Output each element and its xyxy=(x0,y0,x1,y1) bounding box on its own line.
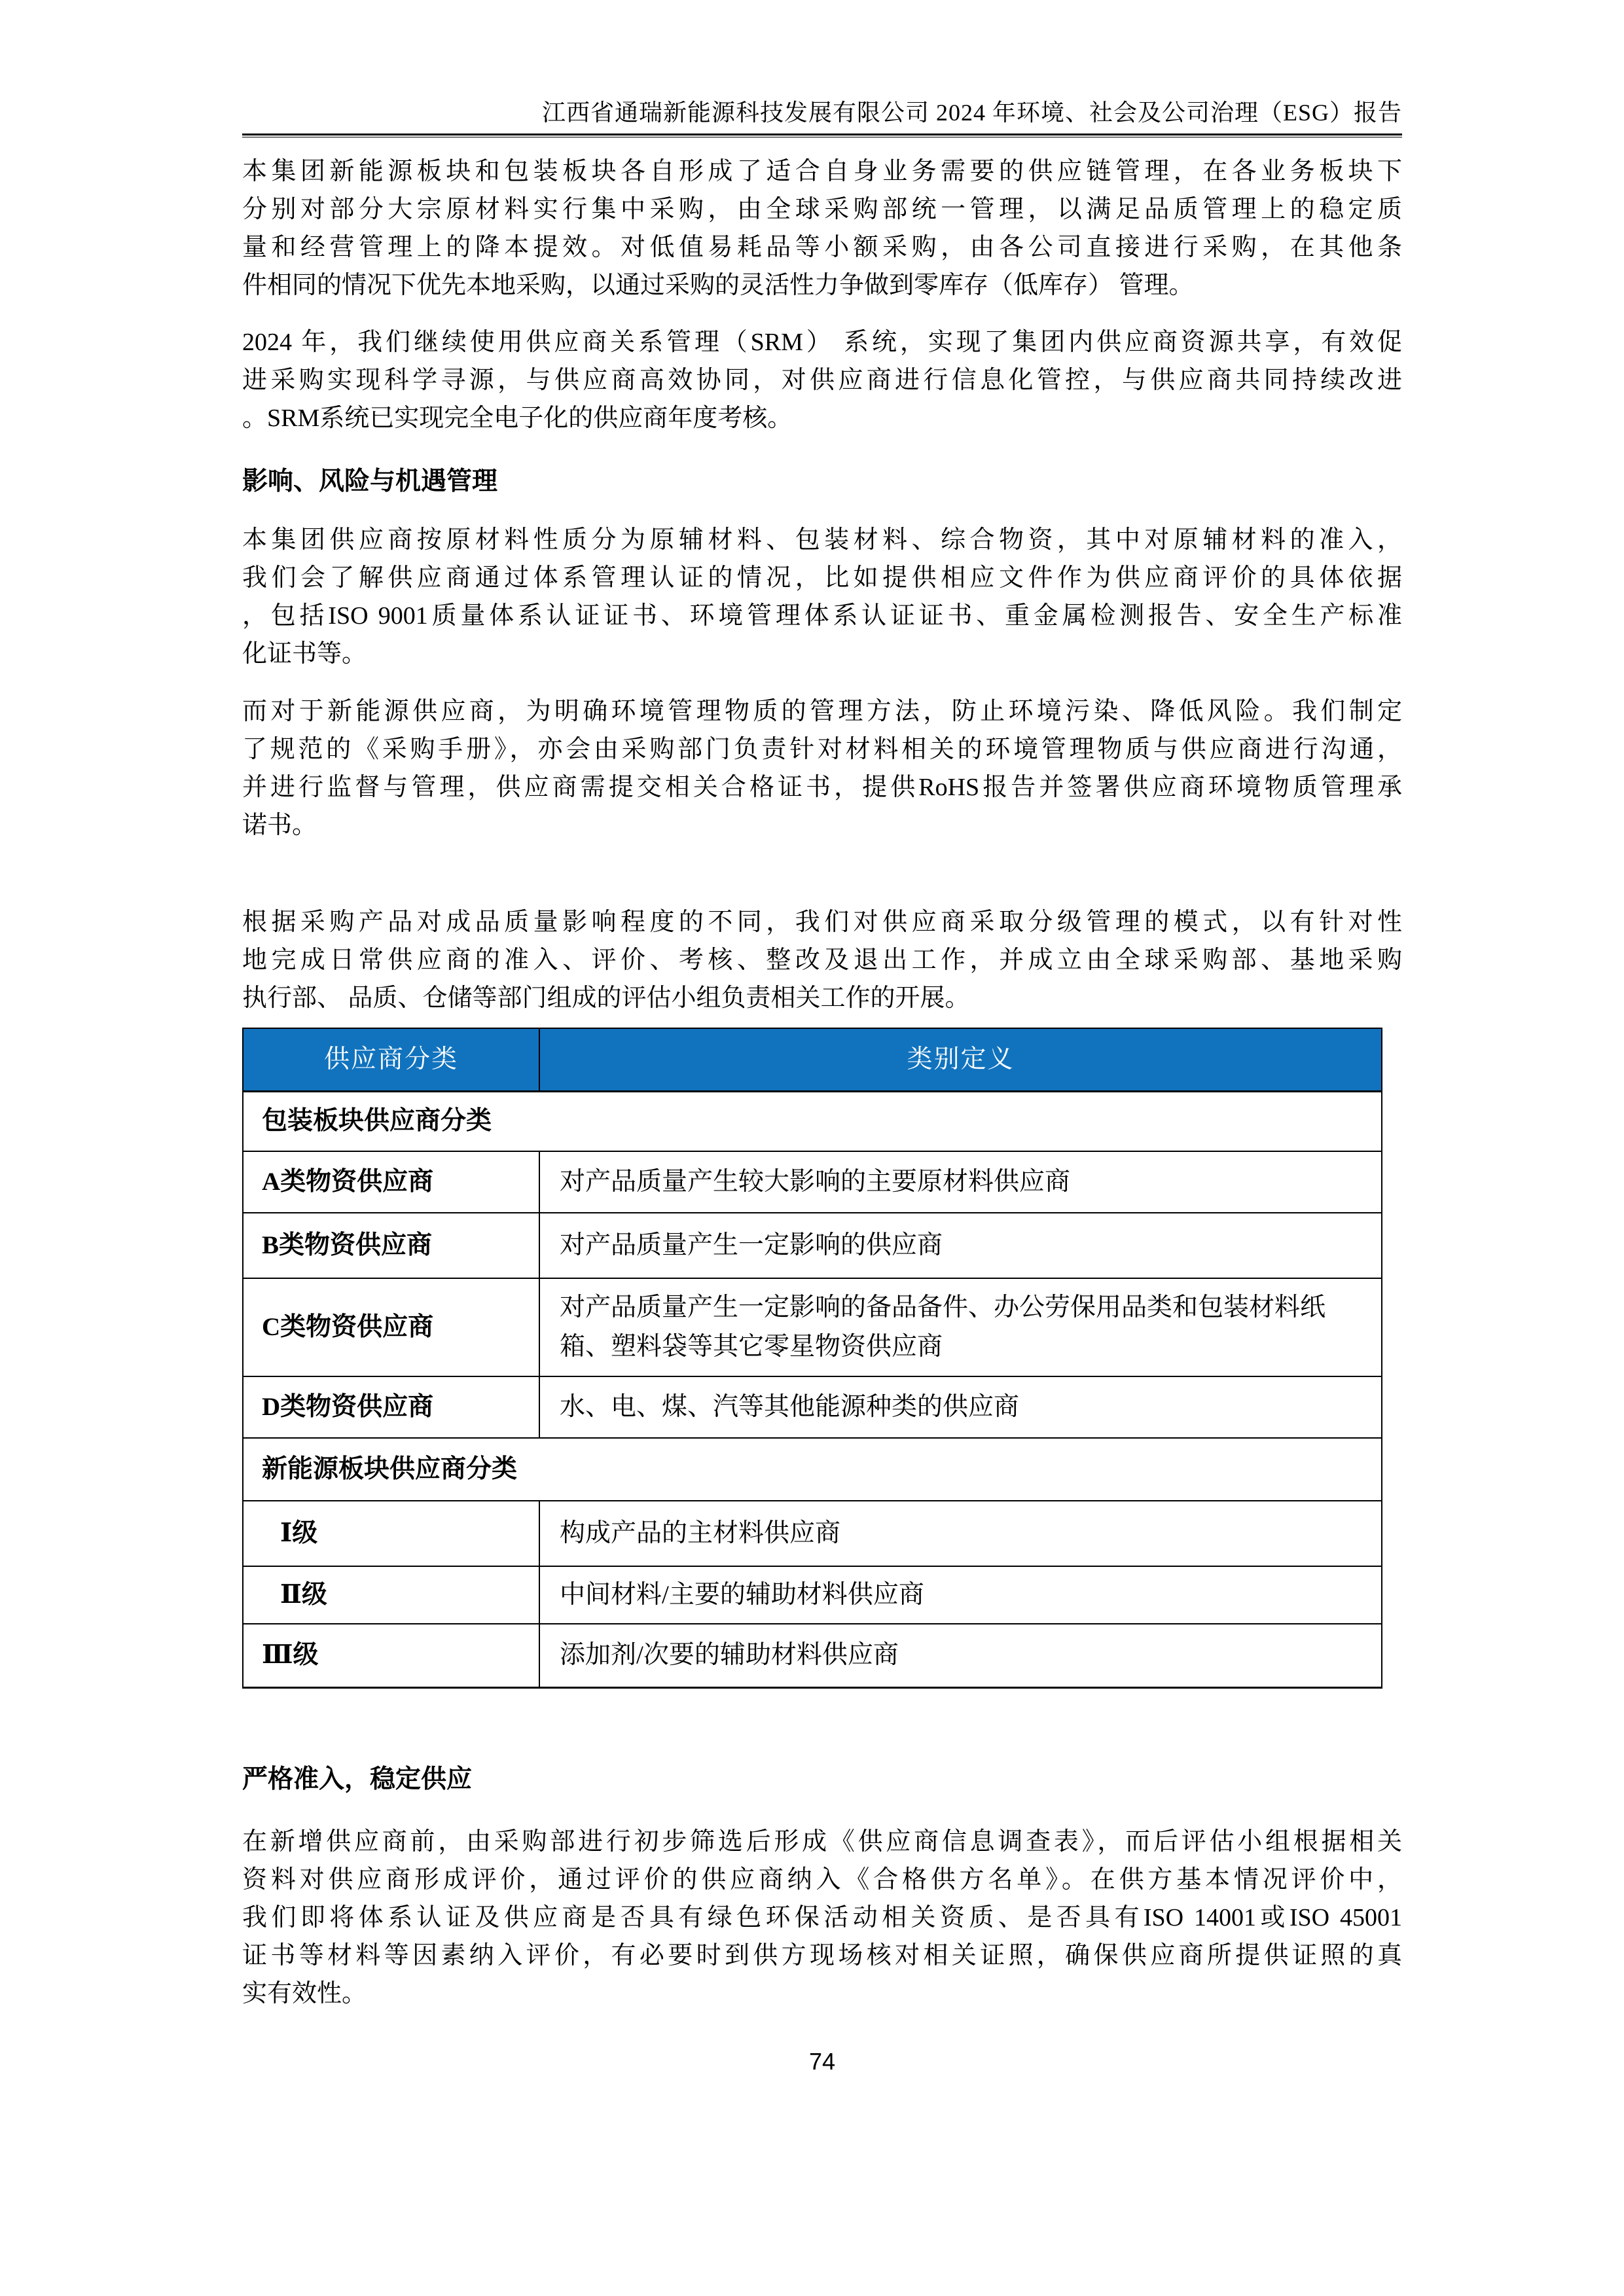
header-rule xyxy=(242,134,1402,137)
text-line: 地完成日常供应商的准入、评价、考核、整改及退出工作，并成立由全球采购部、基地采购 xyxy=(242,946,1402,974)
column-header-category-definition: 类别定义 xyxy=(539,1028,1382,1091)
text-line: 2024 年，我们继续使用供应商关系管理（SRM） 系统，实现了集团内供应商资源共享，有效促 xyxy=(242,329,1402,356)
supplier-category-cell: C类物资供应商 xyxy=(243,1278,539,1376)
table-row xyxy=(243,1213,1382,1278)
supplier-category-cell: A类物资供应商 xyxy=(243,1151,539,1213)
paragraph-new-energy-suppliers xyxy=(242,692,1402,844)
text-line: 在新增供应商前，由采购部进行初步筛选后形成《供应商信息调查表》，而后评估小组根据相关 xyxy=(242,1827,1402,1856)
text-line: ，包括ISO 9001质量体系认证证书、环境管理体系认证证书、重金属检测报告、安全生产标准 xyxy=(242,602,1402,630)
text-line: 证书等材料等因素纳入评价，有必要时到供方现场核对相关证照，确保供应商所提供证照的真 xyxy=(242,1941,1402,1969)
category-definition-cell: 对产品质量产生一定影响的备品备件、办公劳保用品类和包装材料纸箱、塑料袋等其它零星物资供应商 xyxy=(539,1278,1382,1376)
category-definition-cell: 构成产品的主材料供应商 xyxy=(539,1501,1382,1566)
paragraph-supplier-certification xyxy=(242,521,1402,673)
text-line: 本集团新能源板块和包装板块各自形成了适合自身业务需要的供应链管理，在各业务板块下 xyxy=(242,158,1402,185)
paragraph-supplier-admission xyxy=(242,1823,1402,2013)
category-definition-cell: 对产品质量产生较大影响的主要原材料供应商 xyxy=(539,1151,1382,1213)
section-row-new-energy xyxy=(243,1438,1382,1501)
text-line: 执行部、 品质、仓储等部门组成的评估小组负责相关工作的开展。 xyxy=(242,984,970,1012)
text-line: 了规范的《采购手册》，亦会由采购部门负责针对材料相关的环境管理物质与供应商进行沟通， xyxy=(242,736,1402,763)
supplier-category-cell: Ⅰ级 xyxy=(243,1501,539,1566)
table-row xyxy=(243,1566,1382,1624)
category-definition-cell: 对产品质量产生一定影响的供应商 xyxy=(539,1213,1382,1278)
page-header xyxy=(242,98,1402,137)
supplier-category-cell: Ⅲ级 xyxy=(243,1624,539,1687)
section-title: 包装板块供应商分类 xyxy=(243,1091,1382,1151)
table-row xyxy=(243,1376,1382,1438)
text-line: 实有效性。 xyxy=(242,1979,367,2007)
table-row xyxy=(243,1624,1382,1687)
heading-strict-access-stable-supply: 严格准入，稳定供应 xyxy=(242,1765,473,1793)
text-line: 化证书等。 xyxy=(242,640,367,668)
table-row xyxy=(243,1151,1382,1213)
text-line: 我们即将体系认证及供应商是否具有绿色环保活动相关资质、是否具有ISO 14001或ISO 45001 xyxy=(242,1903,1402,1931)
text-line: 资料对供应商形成评价，通过评价的供应商纳入《合格供方名单》。在供方基本情况评价中， xyxy=(242,1865,1402,1893)
text-line: 分别对部分大宗原材料实行集中采购，由全球采购部统一管理，以满足品质管理上的稳定质 xyxy=(242,196,1402,223)
table-row xyxy=(243,1501,1382,1566)
supplier-classification-table xyxy=(242,1028,1382,1689)
paragraph-tiered-management xyxy=(242,903,1402,1017)
text-line: 。SRM系统已实现完全电子化的供应商年度考核。 xyxy=(242,404,793,432)
table-row xyxy=(243,1278,1382,1376)
page-number: 74 xyxy=(808,2047,836,2075)
column-header-supplier-category: 供应商分类 xyxy=(243,1028,539,1091)
heading-impact-risk-opportunity: 影响、风险与机遇管理 xyxy=(242,467,498,495)
paragraph-srm-system xyxy=(242,323,1402,437)
text-line: 而对于新能源供应商，为明确环境管理物质的管理方法，防止环境污染、降低风险。我们制定 xyxy=(242,698,1402,725)
paragraph-supply-chain xyxy=(242,152,1402,304)
supplier-category-cell: Ⅱ级 xyxy=(243,1566,539,1624)
supplier-category-cell: B类物资供应商 xyxy=(243,1213,539,1278)
text-line: 量和经营管理上的降本提效。对低值易耗品等小额采购，由各公司直接进行采购，在其他条 xyxy=(242,234,1402,261)
text-line: 我们会了解供应商通过体系管理认证的情况，比如提供相应文件作为供应商评价的具体依据 xyxy=(242,564,1402,592)
supplier-category-cell: D类物资供应商 xyxy=(243,1376,539,1438)
table-header-row xyxy=(243,1028,1382,1091)
text-line: 件相同的情况下优先本地采购，以通过采购的灵活性力争做到零库存（低库存） 管理。 xyxy=(242,272,1194,299)
page-body xyxy=(242,152,1402,2013)
text-line: 并进行监督与管理，供应商需提交相关合格证书，提供RoHS报告并签署供应商环境物质管理承 xyxy=(242,774,1402,801)
text-line: 根据采购产品对成品质量影响程度的不同，我们对供应商采取分级管理的模式，以有针对性 xyxy=(242,908,1402,936)
section-row-packaging xyxy=(243,1091,1382,1151)
category-definition-cell: 添加剂/次要的辅助材料供应商 xyxy=(539,1624,1382,1687)
category-definition-cell: 水、电、煤、汽等其他能源种类的供应商 xyxy=(539,1376,1382,1438)
page-header-title: 江西省通瑞新能源科技发展有限公司 2024 年环境、社会及公司治理（ESG）报告 xyxy=(541,99,1402,126)
text-line: 诺书。 xyxy=(242,812,317,839)
section-title: 新能源板块供应商分类 xyxy=(243,1438,1382,1501)
text-line: 本集团供应商按原材料性质分为原辅材料、包装材料、综合物资，其中对原辅材料的准入， xyxy=(242,526,1402,554)
page-footer xyxy=(242,2047,1402,2076)
text-line: 进采购实现科学寻源，与供应商高效协同，对供应商进行信息化管控，与供应商共同持续改进 xyxy=(242,367,1402,394)
category-definition-cell: 中间材料/主要的辅助材料供应商 xyxy=(539,1566,1382,1624)
